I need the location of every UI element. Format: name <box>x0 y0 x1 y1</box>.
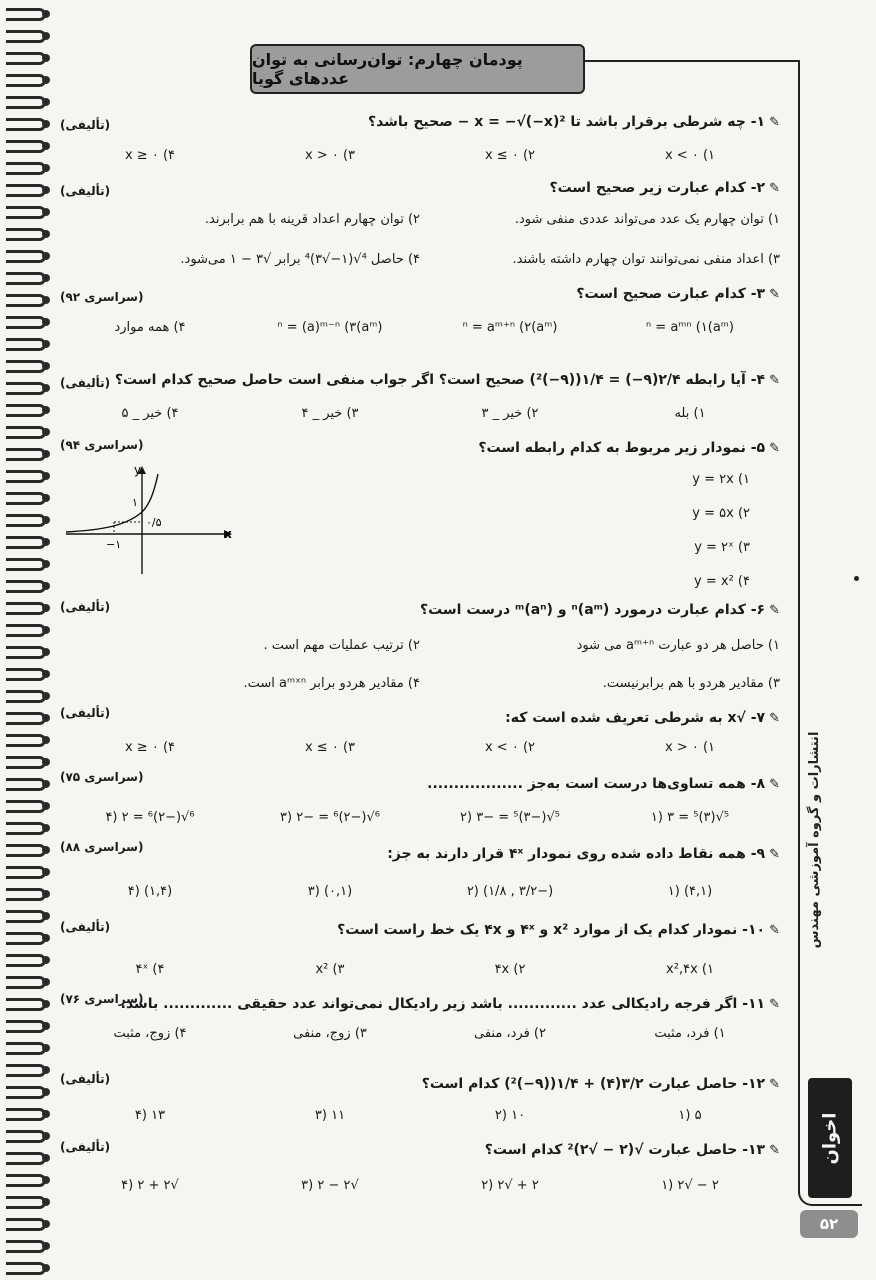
punch-hole <box>42 538 50 546</box>
option-3[interactable]: (۰,۱) (۳ <box>307 884 353 899</box>
spiral-ring <box>6 514 46 527</box>
source-tag: (سراسری ۹۴) <box>60 438 144 452</box>
punch-hole <box>42 296 50 304</box>
option-4[interactable]: ۴) زوج، مثبت <box>113 1026 187 1041</box>
option-4[interactable]: ۴) مقادیر هردو برابر aᵐˣⁿ است. <box>243 676 420 691</box>
option-4[interactable]: x ≥ ۰ (۴ <box>124 740 176 755</box>
spiral-ring <box>6 338 46 351</box>
spiral-ring <box>6 140 46 153</box>
spiral-ring <box>6 800 46 813</box>
spiral-ring <box>6 1262 46 1275</box>
half-label: ۰/۵ <box>146 516 162 529</box>
option-1[interactable]: ۲ − √۲ (۱ <box>661 1178 719 1193</box>
option-1[interactable]: x < ۰ (۱ <box>664 148 716 163</box>
spiral-ring <box>6 734 46 747</box>
publisher-logo: اخوان <box>808 1078 852 1198</box>
option-2[interactable]: x ≤ ۰ (۲ <box>484 148 536 163</box>
option-4[interactable]: ۴ˣ (۴ <box>135 962 165 977</box>
option-1[interactable]: (aᵐ)ⁿ = aᵐⁿ (۱ <box>645 320 734 335</box>
question-title: ✎۵- نمودار زیر مربوط به کدام رابطه است؟ <box>478 440 780 456</box>
punch-hole <box>42 318 50 326</box>
source-tag: (سراسری ۸۸) <box>60 840 144 854</box>
option-3[interactable]: x ≤ ۰ (۳ <box>304 740 356 755</box>
spiral-ring <box>6 30 46 43</box>
spiral-ring <box>6 954 46 967</box>
punch-hole <box>42 1176 50 1184</box>
punch-hole <box>42 516 50 524</box>
source-tag: (تألیفی) <box>60 1140 111 1154</box>
spiral-ring <box>6 778 46 791</box>
spiral-ring <box>6 294 46 307</box>
spiral-ring <box>6 1130 46 1143</box>
spiral-ring <box>6 756 46 769</box>
spiral-ring <box>6 646 46 659</box>
punch-hole <box>42 428 50 436</box>
spiral-ring <box>6 470 46 483</box>
punch-hole <box>42 1022 50 1030</box>
punch-hole <box>42 1264 50 1272</box>
punch-hole <box>42 1242 50 1250</box>
punch-hole <box>42 54 50 62</box>
question-title: ✎۲- کدام عبارت زیر صحیح است؟ <box>549 180 780 196</box>
option-1[interactable]: ۱) فرد، مثبت <box>654 1026 726 1041</box>
option-2[interactable]: x < ۰ (۲ <box>484 740 536 755</box>
punch-hole <box>42 120 50 128</box>
spiral-ring <box>6 866 46 879</box>
option-3[interactable]: √۲ − ۲ (۳ <box>301 1178 359 1193</box>
option-2[interactable]: ۱۰ (۲ <box>494 1108 526 1123</box>
option-4[interactable]: ۴) خیر _ ۵ <box>121 406 179 421</box>
punch-hole <box>42 76 50 84</box>
punch-hole <box>42 340 50 348</box>
spiral-ring <box>6 998 46 1011</box>
punch-hole <box>42 32 50 40</box>
option-2[interactable]: ۲) ترتیب عملیات مهم است . <box>263 638 420 653</box>
punch-hole <box>42 934 50 942</box>
option-1[interactable]: x²,۴x (۱ <box>666 962 714 977</box>
spiral-ring <box>6 976 46 989</box>
question-title: ✎۶- کدام عبارت درمورد ⁿ(aᵐ) و ᵐ(aⁿ) درست است؟ <box>419 602 780 618</box>
option-2[interactable]: ⁵√(−۳)⁵ = −۳ (۲ <box>460 810 560 825</box>
punch-hole <box>42 186 50 194</box>
punch-hole <box>42 1110 50 1118</box>
spiral-ring <box>6 624 46 637</box>
option-1[interactable]: ۱) توان چهارم یک عدد می‌تواند عددی منفی شود. <box>514 212 780 227</box>
punch-hole <box>42 450 50 458</box>
punch-hole <box>42 252 50 260</box>
question-title: ✎۹- همه نقاط داده شده روی نمودار ۴ˣ قرار دارند به جز: <box>387 846 780 862</box>
page-frame-line <box>798 60 800 1185</box>
option-3[interactable]: ۳) خیر _ ۴ <box>301 406 359 421</box>
punch-hole <box>42 780 50 788</box>
option-3[interactable]: x > ۰ (۳ <box>304 148 356 163</box>
minus-one-label: −۱ <box>106 538 122 551</box>
punch-hole <box>42 824 50 832</box>
option-2[interactable]: ۴x (۲ <box>494 962 526 977</box>
option-1[interactable]: ۵ (۱ <box>678 1108 702 1123</box>
spiral-ring <box>6 228 46 241</box>
spiral-ring <box>6 1086 46 1099</box>
punch-hole <box>42 1220 50 1228</box>
punch-hole <box>42 670 50 678</box>
option-3[interactable]: ۳) اعداد منفی نمی‌توانند توان چهارم داشته باشند. <box>512 252 780 267</box>
punch-hole <box>42 230 50 238</box>
option-2[interactable]: y = ۵x (۲ <box>692 506 750 521</box>
spiral-ring <box>6 74 46 87</box>
punch-hole <box>42 362 50 370</box>
y-axis-label: y <box>134 463 142 477</box>
punch-hole <box>42 1066 50 1074</box>
punch-hole <box>42 1154 50 1162</box>
spiral-ring <box>6 8 46 21</box>
punch-hole <box>42 1000 50 1008</box>
option-1[interactable]: ۱) حاصل هر دو عبارت aᵐ⁺ⁿ می شود <box>576 638 780 653</box>
spiral-ring <box>6 118 46 131</box>
source-tag: (سراسری ۷۵) <box>60 770 144 784</box>
option-1[interactable]: ⁵√(۳)⁵ = ۳ (۱ <box>650 810 730 825</box>
option-4[interactable]: ⁶√(−۲)⁶ = ۲ (۴ <box>105 810 195 825</box>
punch-hole <box>42 736 50 744</box>
option-1[interactable]: ۱) بله <box>674 406 706 421</box>
option-3[interactable]: ۱۱ (۳ <box>314 1108 346 1123</box>
punch-hole <box>42 582 50 590</box>
option-2[interactable]: (aᵐ)ⁿ = aᵐ⁺ⁿ (۲ <box>462 320 558 335</box>
punch-hole <box>42 714 50 722</box>
option-4[interactable]: (۱,۴) (۴ <box>127 884 173 899</box>
spiral-ring <box>6 1042 46 1055</box>
spiral-ring <box>6 1020 46 1033</box>
page-number: ۵۲ <box>800 1210 858 1238</box>
punch-hole <box>42 868 50 876</box>
spiral-ring <box>6 206 46 219</box>
spiral-ring <box>6 1108 46 1121</box>
option-3[interactable]: (aᵐ)ⁿ = (a)ᵐ⁻ⁿ (۳ <box>277 320 383 335</box>
spiral-ring <box>6 690 46 703</box>
punch-hole <box>42 648 50 656</box>
question-title: ✎۷- √x به شرطی تعریف شده است که: <box>505 710 780 726</box>
spiral-ring <box>6 888 46 901</box>
spiral-ring <box>6 1196 46 1209</box>
spiral-ring <box>6 580 46 593</box>
option-4[interactable]: √۲ + ۲ (۴ <box>121 1178 179 1193</box>
option-4[interactable]: ۴) همه موارد <box>114 320 186 335</box>
punch-hole <box>42 472 50 480</box>
punch-hole <box>42 626 50 634</box>
curve <box>66 474 158 532</box>
punch-hole <box>42 1132 50 1140</box>
option-2[interactable]: ۲) فرد، منفی <box>474 1026 546 1041</box>
punch-hole <box>42 604 50 612</box>
punch-hole <box>42 98 50 106</box>
option-1[interactable]: x > ۰ (۱ <box>664 740 716 755</box>
punch-hole <box>42 912 50 920</box>
spiral-ring <box>6 184 46 197</box>
punch-hole <box>42 1198 50 1206</box>
spiral-ring <box>6 932 46 945</box>
option-4[interactable]: y = x² (۴ <box>694 574 750 589</box>
spiral-ring <box>6 492 46 505</box>
spiral-ring <box>6 316 46 329</box>
option-4[interactable]: ۱۳ (۴ <box>134 1108 166 1123</box>
spiral-ring <box>6 360 46 373</box>
punch-hole <box>42 164 50 172</box>
binder-spiral <box>0 0 58 1280</box>
one-label: ۱ <box>132 496 138 509</box>
punch-hole <box>42 758 50 766</box>
spiral-ring <box>6 404 46 417</box>
source-tag: (تألیفی) <box>60 118 111 132</box>
exponential-graph <box>62 462 234 580</box>
option-3[interactable]: ۳) مقادیر هردو با هم برابرنیست. <box>602 676 780 691</box>
punch-hole <box>42 802 50 810</box>
spiral-ring <box>6 426 46 439</box>
source-tag: (تألیفی) <box>60 1072 111 1086</box>
spiral-ring <box>6 382 46 395</box>
margin-dot <box>854 576 859 581</box>
spiral-ring <box>6 844 46 857</box>
punch-hole <box>42 846 50 854</box>
spiral-ring <box>6 52 46 65</box>
spiral-ring <box>6 558 46 571</box>
spiral-ring <box>6 910 46 923</box>
option-2[interactable]: ۲) توان چهارم اعداد قرینه با هم برابرند. <box>204 212 420 227</box>
source-tag: (تألیفی) <box>60 600 111 614</box>
spiral-ring <box>6 272 46 285</box>
option-2[interactable]: (−۳/۲ , ۱/۸) (۲ <box>466 884 554 899</box>
question-title: ✎۴- آیا رابطه ۲/۴(۹−) = ۱/۴((۹−)²) صحیح است؟ اگر جواب منفی است حاصل صحیح کدام است؟ <box>114 372 780 388</box>
punch-hole <box>42 890 50 898</box>
spiral-ring <box>6 1152 46 1165</box>
option-4[interactable]: x ≥ ۰ (۴ <box>124 148 176 163</box>
option-3[interactable]: y = ۲ˣ (۳ <box>694 540 750 555</box>
punch-hole <box>42 10 50 18</box>
option-3[interactable]: x² (۳ <box>315 962 345 977</box>
spiral-ring <box>6 162 46 175</box>
question-title: ✎۱۲- حاصل عبارت ۳/۲(۴) + ۱/۴((۹−)²) کدام است؟ <box>421 1076 780 1092</box>
spiral-ring <box>6 250 46 263</box>
spiral-ring <box>6 1174 46 1187</box>
question-title: ✎۸- همه تساوی‌ها درست است به‌جز .................. <box>427 776 780 792</box>
punch-hole <box>42 406 50 414</box>
question-title: ✎۱۳- حاصل عبارت √(۲ − √۲)² کدام است؟ <box>484 1142 780 1158</box>
punch-hole <box>42 956 50 964</box>
spiral-ring <box>6 668 46 681</box>
question-title: ✎۱- چه شرطی برقرار باشد تا x = −√(−x)² − صحیح باشد؟ <box>367 114 780 130</box>
punch-hole <box>42 978 50 986</box>
option-2[interactable]: ۲ + √۲ (۲ <box>481 1178 539 1193</box>
spiral-ring <box>6 822 46 835</box>
question-title: ✎۱۱- اگر فرجه رادیکالی عدد ............. باشد زیر رادیکال نمی‌تواند عدد حقیقی ............. باشد. <box>120 996 780 1012</box>
source-tag: (سراسری ۹۲) <box>60 290 144 304</box>
punch-hole <box>42 384 50 392</box>
spiral-ring <box>6 1218 46 1231</box>
punch-hole <box>42 274 50 282</box>
source-tag: (تألیفی) <box>60 184 111 198</box>
spiral-ring <box>6 96 46 109</box>
spiral-ring <box>6 1064 46 1077</box>
option-2[interactable]: ۲) خیر _ ۳ <box>481 406 539 421</box>
spiral-ring <box>6 712 46 725</box>
spiral-ring <box>6 602 46 615</box>
option-3[interactable]: ⁶√(−۲)⁶ = −۲ (۳ <box>280 810 380 825</box>
chapter-title: پودمان چهارم: توان‌رسانی به توان عددهای گویا <box>250 44 585 94</box>
punch-hole <box>42 560 50 568</box>
publisher-text: انتشارات و گروه آموزشی مهندس <box>807 731 822 949</box>
spiral-ring <box>6 536 46 549</box>
punch-hole <box>42 1044 50 1052</box>
punch-hole <box>42 692 50 700</box>
source-tag: (سراسری ۷۶) <box>60 992 144 1006</box>
source-tag: (تألیفی) <box>60 920 111 934</box>
spiral-ring <box>6 1240 46 1253</box>
punch-hole <box>42 208 50 216</box>
source-tag: (تألیفی) <box>60 376 111 390</box>
source-tag: (تألیفی) <box>60 706 111 720</box>
question-title: ✎۱۰- نمودار کدام یک از موارد x² و ۴ˣ و ۴x یک خط راست است؟ <box>337 922 780 938</box>
option-1[interactable]: (۴,۱) (۱ <box>667 884 713 899</box>
punch-hole <box>42 142 50 150</box>
punch-hole <box>42 1088 50 1096</box>
option-4[interactable]: ۴) حاصل ⁴√(۱−√۳)⁴ برابر √۳ − ۱ می‌شود. <box>180 252 420 267</box>
spiral-ring <box>6 448 46 461</box>
option-3[interactable]: ۳) زوج، منفی <box>293 1026 367 1041</box>
option-1[interactable]: y = ۲x (۱ <box>692 472 750 487</box>
question-title: ✎۳- کدام عبارت صحیح است؟ <box>576 286 780 302</box>
x-axis-label: x <box>224 527 232 541</box>
punch-hole <box>42 494 50 502</box>
